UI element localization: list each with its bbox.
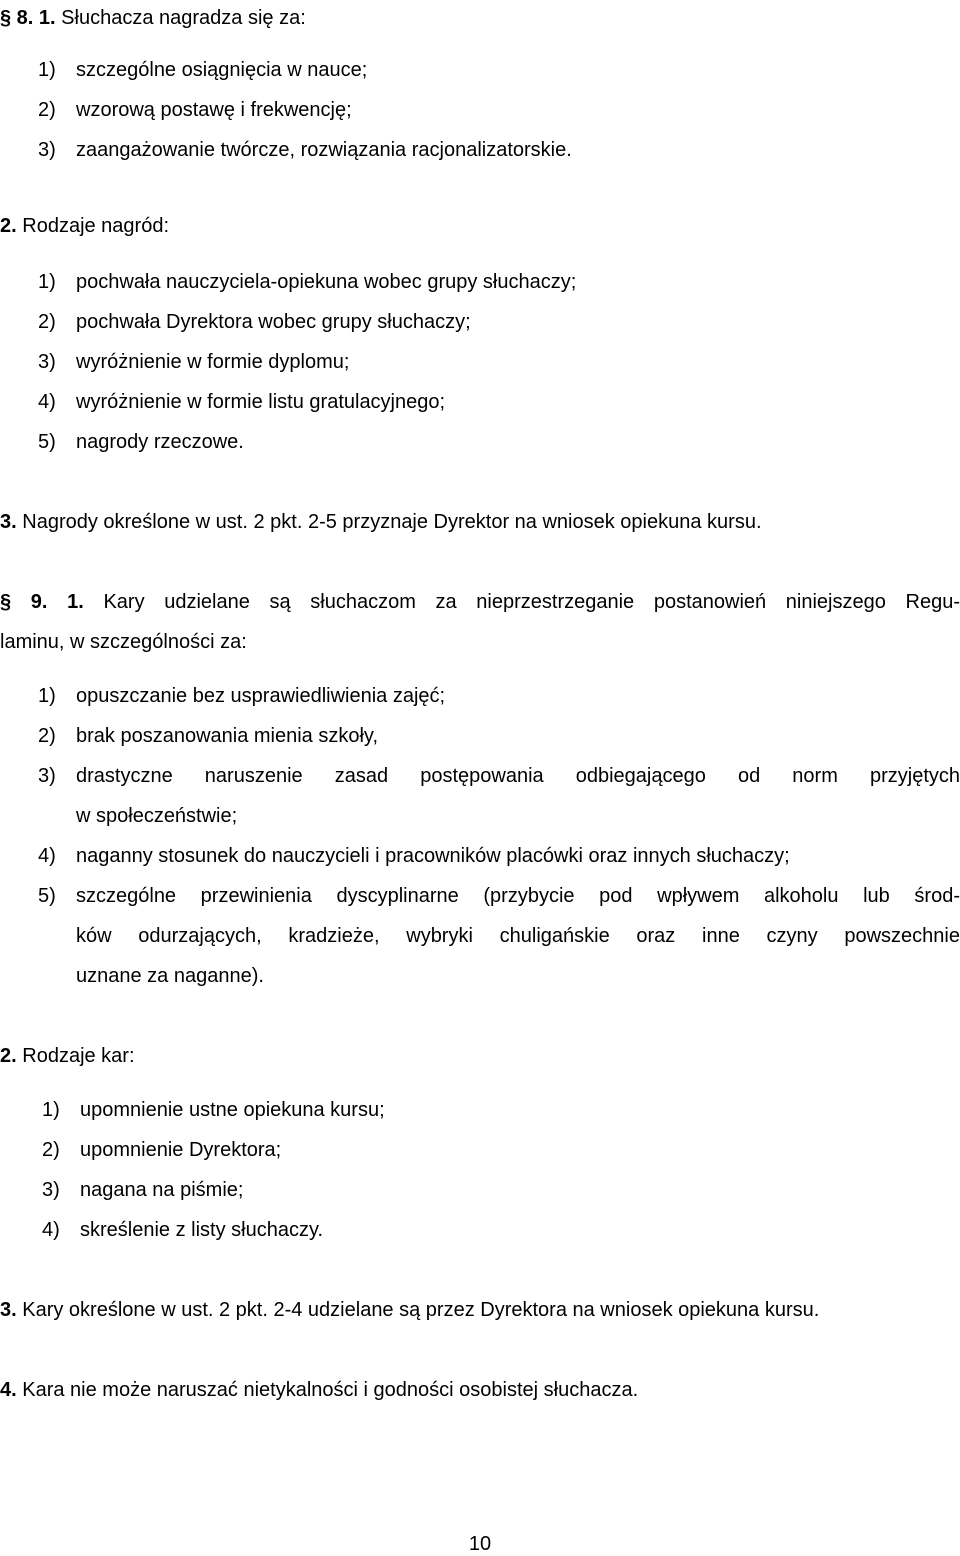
list-item-number: 2) [38, 311, 56, 333]
paragraph-text: Rodzaje kar: [22, 1045, 135, 1067]
list-item-number: 3) [38, 765, 56, 787]
list-item-number: 3) [42, 1179, 60, 1201]
list-item-text: brak poszanowania mienia szkoły, [76, 725, 379, 747]
list-item-number: 2) [38, 725, 56, 747]
list-item-number: 3) [38, 351, 56, 373]
list-item-text: drastyczne naruszenie zasad postępowania odbiegającego od norm przyjętych [76, 765, 960, 787]
section-9-heading-continuation: laminu, w szczególności za: [0, 631, 247, 653]
page-number: 10 [468, 1533, 492, 1555]
section-8-heading-text: Słuchacza nagradza się za: [61, 7, 306, 29]
list-item-text: wzorową postawę i frekwencję; [76, 99, 352, 121]
list-item-text: skreślenie z listy słuchaczy. [80, 1219, 324, 1241]
paragraph-text: Rodzaje nagród: [22, 215, 170, 237]
list-item-number: 1) [38, 271, 56, 293]
paragraph-number: 3. [0, 511, 17, 533]
paragraph-number: 4. [0, 1379, 17, 1401]
paragraph-text: Nagrody określone w ust. 2 pkt. 2-5 przyznaje Dyrektor na wniosek opiekuna kursu. [22, 511, 762, 533]
list-item-text-continuation: w społeczeństwie; [76, 805, 238, 827]
paragraph-text: Kary określone w ust. 2 pkt. 2-4 udzielane są przez Dyrektora na wniosek opiekuna kursu. [22, 1299, 820, 1321]
section-8-heading [0, 6, 306, 30]
list-item-text: pochwała nauczyciela-opiekuna wobec grupy słuchaczy; [76, 271, 577, 293]
section-8-paragraph-2 [0, 214, 169, 238]
list-item-number: 4) [42, 1219, 60, 1241]
paragraph-number: 2. [0, 1045, 17, 1067]
list-item-text-continuation: ków odurzających, kradzieże, wybryki chuligańskie oraz inne czyny powszechnie [76, 925, 960, 947]
list-item-text: upomnienie ustne opiekuna kursu; [80, 1099, 385, 1121]
list-item-text: nagrody rzeczowe. [76, 431, 244, 453]
section-9-paragraph-2 [0, 1044, 135, 1068]
list-item-text: nagana na piśmie; [80, 1179, 244, 1201]
list-item-number: 1) [38, 685, 56, 707]
list-item-number: 4) [38, 845, 56, 867]
list-item-number: 2) [38, 99, 56, 121]
list-item-text-continuation: uznane za naganne). [76, 965, 264, 987]
list-item-number: 5) [38, 431, 56, 453]
section-9-paragraph-4 [0, 1378, 638, 1402]
list-item-number: 1) [42, 1099, 60, 1121]
list-item-number: 2) [42, 1139, 60, 1161]
list-item-text: opuszczanie bez usprawiedliwienia zajęć; [76, 685, 446, 707]
list-item-number: 4) [38, 391, 56, 413]
list-item-text: upomnienie Dyrektora; [80, 1139, 282, 1161]
list-item-text: naganny stosunek do nauczycieli i pracowników placówki oraz innych słuchaczy; [76, 845, 790, 867]
list-item-text: wyróżnienie w formie listu gratulacyjnego; [76, 391, 446, 413]
list-item-text: pochwała Dyrektora wobec grupy słuchaczy; [76, 311, 471, 333]
list-item-number: 5) [38, 885, 56, 907]
list-item-number: 3) [38, 139, 56, 161]
list-item-text: zaangażowanie twórcze, rozwiązania racjonalizatorskie. [76, 139, 572, 161]
list-item-text: szczególne osiągnięcia w nauce; [76, 59, 368, 81]
paragraph-number: 3. [0, 1299, 17, 1321]
list-item-text: wyróżnienie w formie dyplomu; [76, 351, 350, 373]
section-8-paragraph-3 [0, 510, 762, 534]
list-item-number: 1) [38, 59, 56, 81]
section-9-paragraph-3 [0, 1298, 819, 1322]
section-9-number: § 9. 1. [0, 591, 84, 613]
section-9-heading [0, 590, 960, 614]
list-item-text: szczególne przewinienia dyscyplinarne (przybycie pod wpływem alkoholu lub środ- [76, 885, 960, 907]
paragraph-text: Kara nie może naruszać nietykalności i godności osobistej słuchacza. [22, 1379, 639, 1401]
paragraph-number: 2. [0, 215, 17, 237]
section-9-heading-text: Kary udzielane są słuchaczom za nieprzestrzeganie postanowień niniejszego Regu- [103, 591, 960, 613]
section-8-number: § 8. 1. [0, 7, 56, 29]
